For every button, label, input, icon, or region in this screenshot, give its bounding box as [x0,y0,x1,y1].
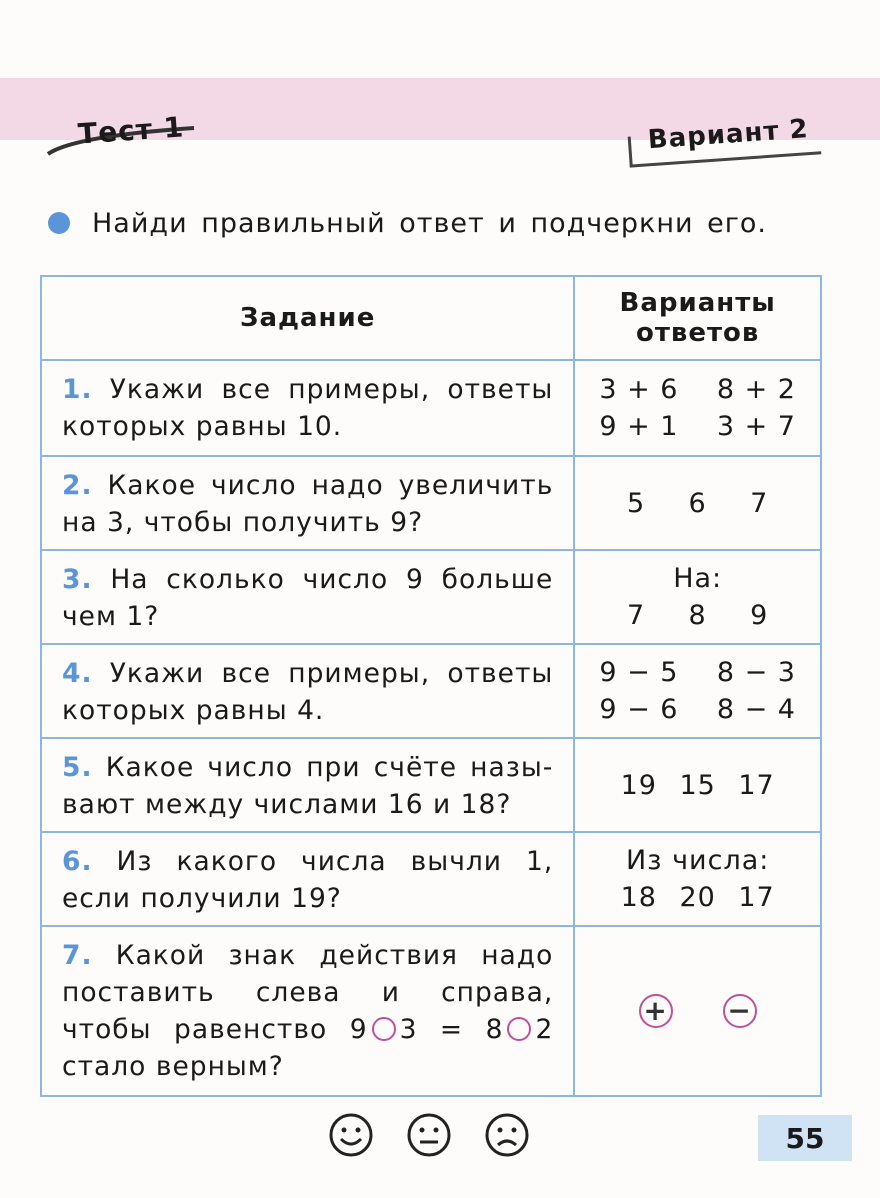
answer-option[interactable]: 9 − 5 [599,657,679,688]
blank-circle-icon [507,1017,531,1041]
test-label [44,108,204,168]
task-cell: 5. Какое число при счёте назы-вают между числами 16 и 18? [41,738,574,832]
instruction [48,208,767,239]
answer-prefix: На: [673,563,723,594]
table-header-row [41,276,821,360]
answer-option[interactable]: 3 + 6 [599,374,679,405]
smile-face-icon[interactable] [328,1112,374,1158]
answer-cell [574,550,821,644]
task-column-header: Задание [41,276,574,360]
variant-label-text: Вариант 2 [646,114,810,156]
answer-cell [574,738,821,832]
task-cell: 3. На сколько число 9 больше чем 1? [41,550,574,644]
bullet-icon [48,212,70,234]
table-row [41,456,821,550]
answer-cell [574,456,821,550]
answers-column-header: Варианты ответов [574,276,821,360]
table-row [41,644,821,738]
sad-face-icon[interactable] [484,1112,530,1158]
page-number: 55 [758,1115,852,1161]
answer-option[interactable]: 5 [627,487,646,519]
answer-option[interactable]: 9 + 1 [599,411,679,442]
answer-cell [574,926,821,1096]
task-cell: 7. Какой знак действия надо поставить слева и справа, чтобы равенство 9 3 = 8 2 стало верным? [41,926,574,1096]
blank-circle-icon [372,1017,396,1041]
self-assessment-faces [328,1112,530,1158]
task-cell: 1. Укажи все примеры, ответы которых равны 10. [41,360,574,456]
task-cell: 6. Из какого числа вычли 1, если получили 19? [41,832,574,926]
task-cell: 4. Укажи все примеры, ответы которых равны 4. [41,644,574,738]
table-row [41,360,821,456]
answer-option[interactable]: 9 [750,600,769,631]
answer-option[interactable]: 9 − 6 [599,694,679,725]
answer-option[interactable]: 17 [738,882,775,913]
task-cell: 2. Какое число надо увеличить на 3, чтобы получить 9? [41,456,574,550]
plus-sign-option[interactable]: + [639,994,673,1028]
answer-option[interactable]: 7 [627,600,646,631]
minus-sign-option[interactable]: − [723,994,757,1028]
answer-option[interactable]: 17 [738,769,775,801]
answer-option[interactable]: 18 [620,882,657,913]
answer-option[interactable]: 15 [679,769,716,801]
neutral-face-icon[interactable] [406,1112,452,1158]
test-label-text: Тест 1 [76,110,186,151]
answer-prefix: Из числа: [625,845,770,876]
task-table [40,275,822,1097]
table-row [41,832,821,926]
answer-option[interactable]: 20 [679,882,716,913]
answer-option[interactable]: 6 [688,487,707,519]
answer-cell [574,360,821,456]
instruction-text: Найди правильный ответ и подчеркни его. [92,208,768,239]
answer-option[interactable]: 8 − 3 [716,657,796,688]
table-row [41,738,821,832]
answer-option[interactable]: 19 [620,769,657,801]
variant-label [622,101,826,175]
answer-cell [574,644,821,738]
answer-cell [574,832,821,926]
answer-option[interactable]: 8 + 2 [716,374,796,405]
answer-option[interactable]: 3 + 7 [716,411,796,442]
answer-option[interactable]: 8 [688,600,707,631]
answer-option[interactable]: 8 − 4 [716,694,796,725]
answer-option[interactable]: 7 [750,487,769,519]
table-row [41,926,821,1096]
table-row [41,550,821,644]
